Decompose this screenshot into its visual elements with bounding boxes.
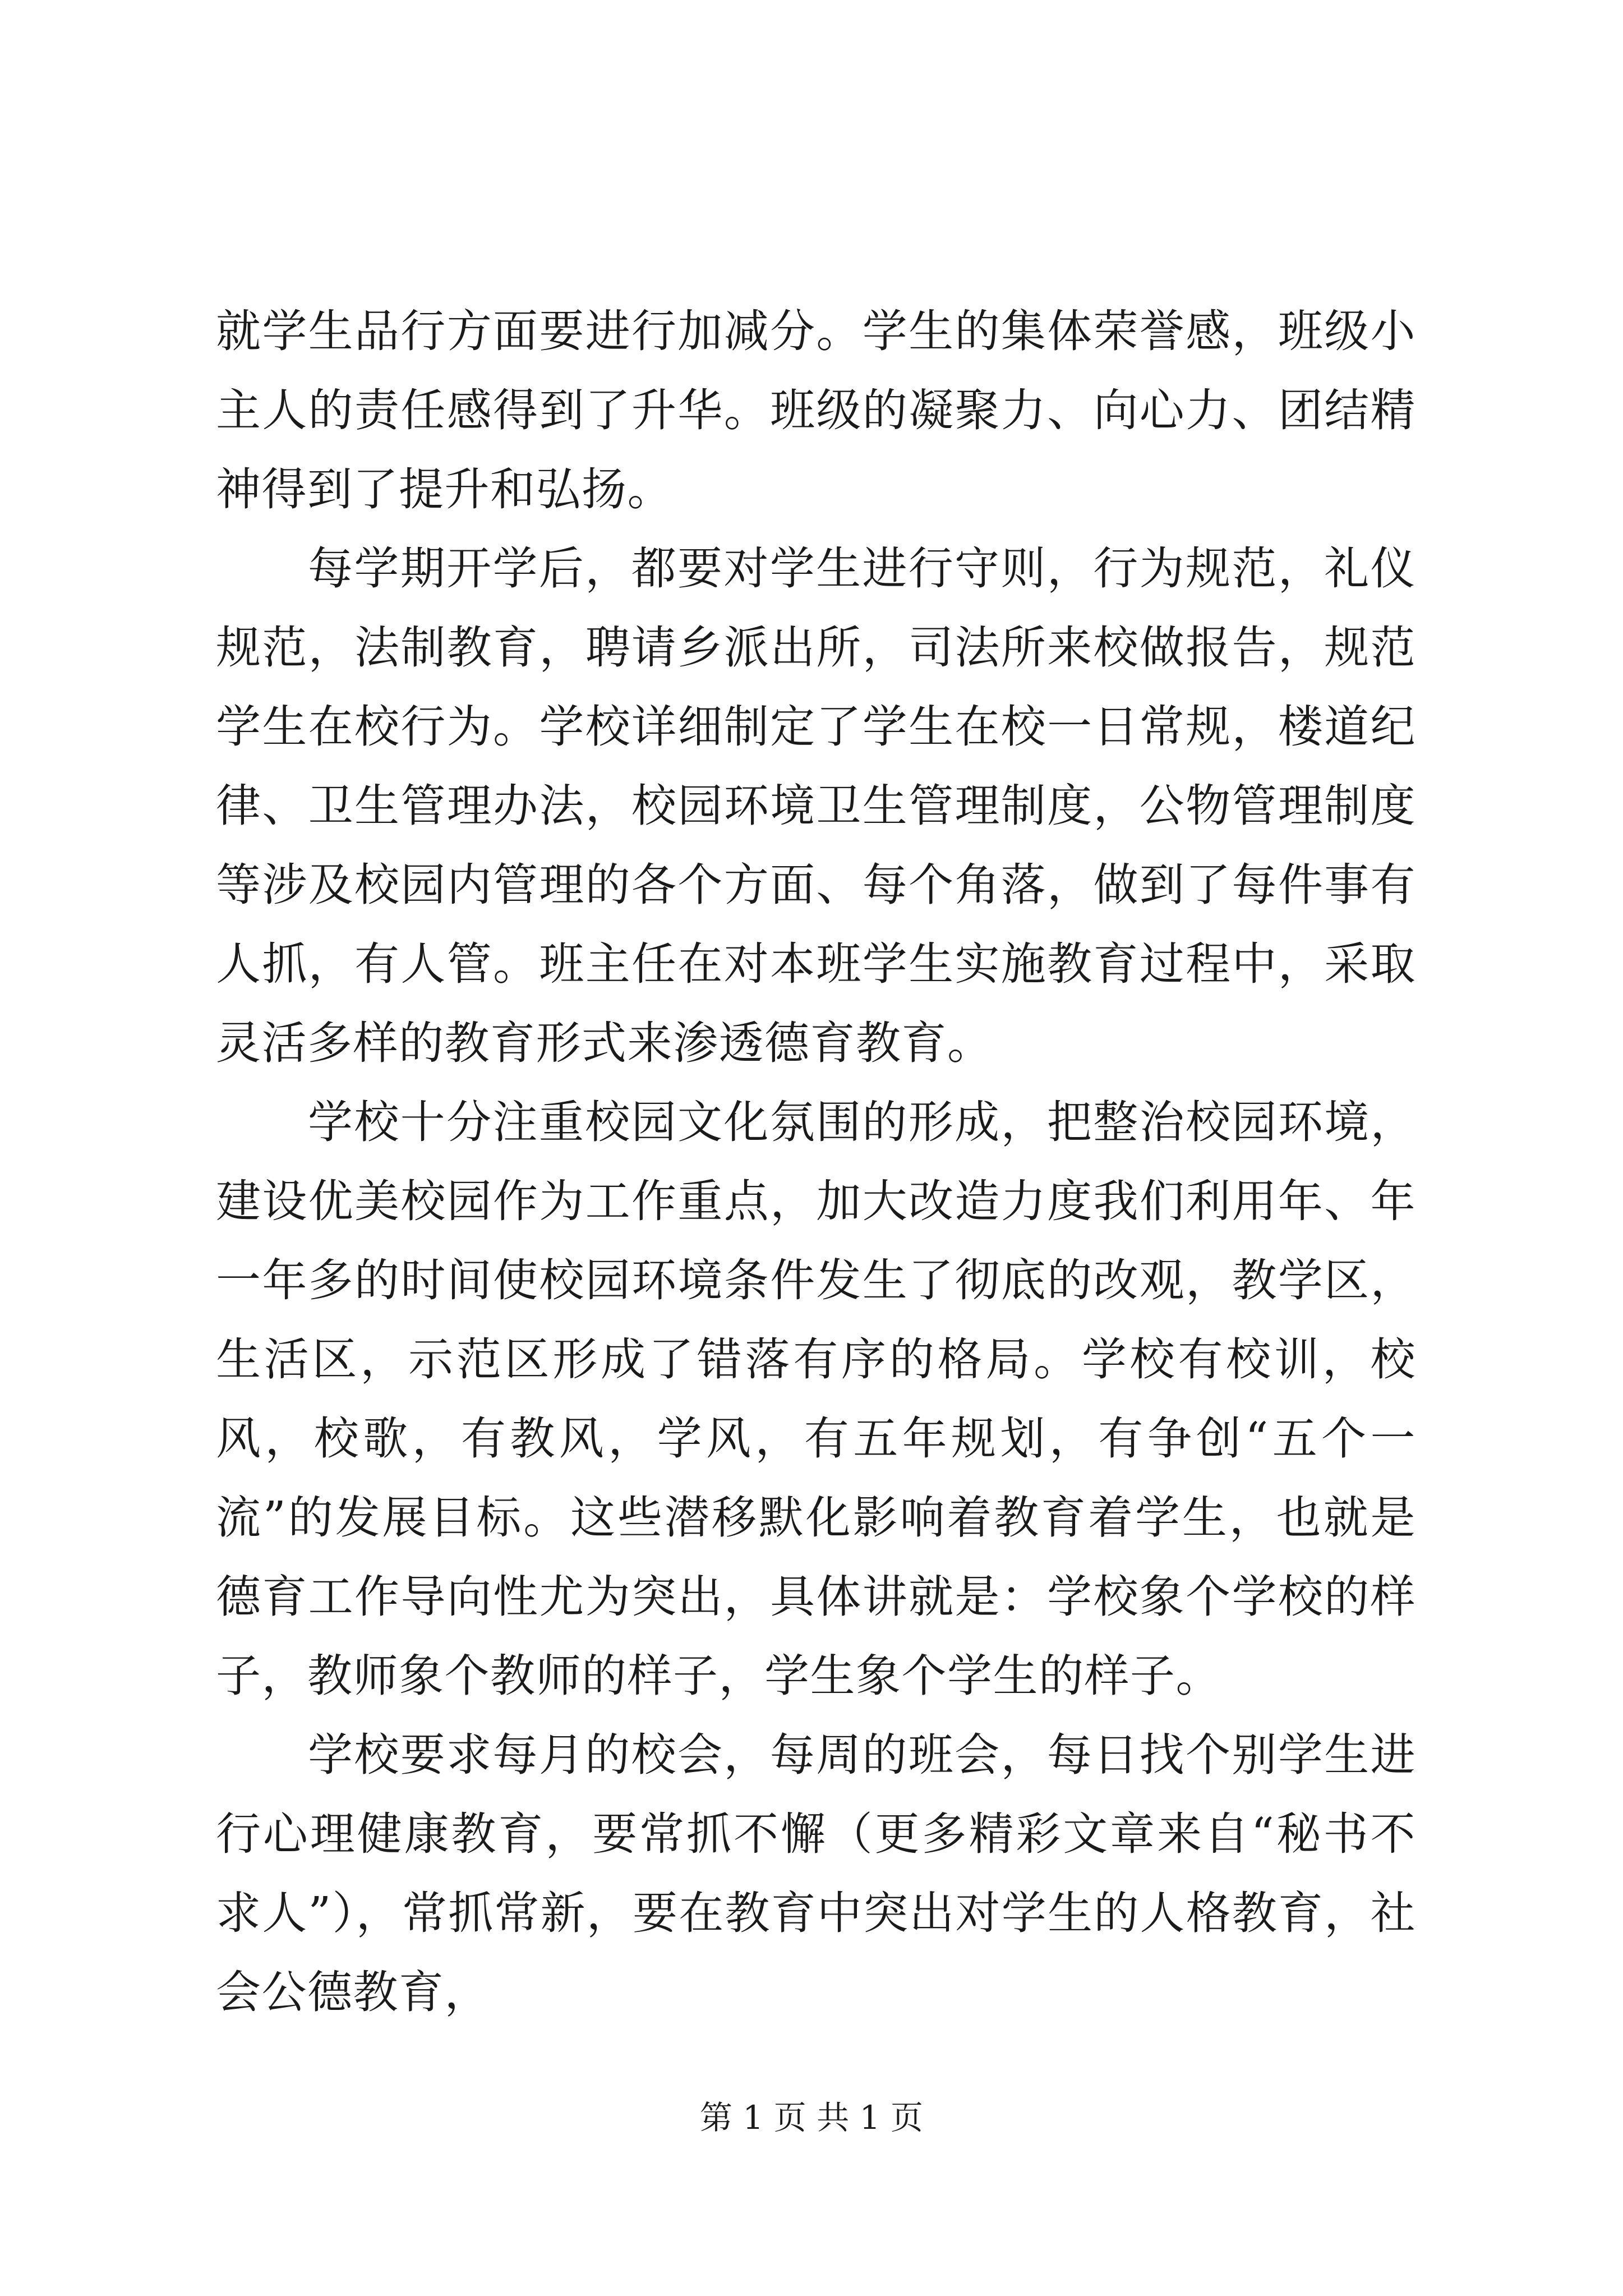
paragraph-1: 就学生品行方面要进行加减分。学生的集体荣誉感，班级小主人的责任感得到了升华。班级的凝聚力、向心力、团结精神得到了提升和弘扬。: [216, 305, 1416, 516]
paragraph-3: 学校十分注重校园文化氛围的形成，把整治校园环境，建设优美校园作为工作重点，加大改造力度我们利用年、年一年多的时间使校园环境条件发生了彻底的改观，教学区，生活区，示范区形成了错落有序的格局。学校有校训，校风，校歌，有教风，学风，有五年规划，有争创“五个一流”的发展目标。这些潜移默化影响着教育着学生，也就是德育工作导向性尤为突出，具体讲就是：学校象个学校的样子，教师象个教师的样子，学生象个学生的样子。: [216, 1096, 1416, 1702]
document-body: [216, 292, 1416, 2032]
paragraph-2: 每学期开学后，都要对学生进行守则，行为规范，礼仪规范，法制教育，聘请乡派出所，司法所来校做报告，规范学生在校行为。学校详细制定了学生在校一日常规，楼道纪律、卫生管理办法，校园环境卫生管理制度，公物管理制度等涉及校园内管理的各个方面、每个角落，做到了每件事有人抓，有人管。班主任在对本班学生实施教育过程中，采取灵活多样的教育形式来渗透德育教育。: [216, 542, 1416, 1069]
paragraph-4: 学校要求每月的校会，每周的班会，每日找个别学生进行心理健康教育，要常抓不懈（更多精彩文章来自“秘书不求人”），常抓常新，要在教育中突出对学生的人格教育，社会公德教育，: [216, 1729, 1416, 2018]
page-footer: 第 1 页 共 1 页: [700, 2099, 923, 2137]
